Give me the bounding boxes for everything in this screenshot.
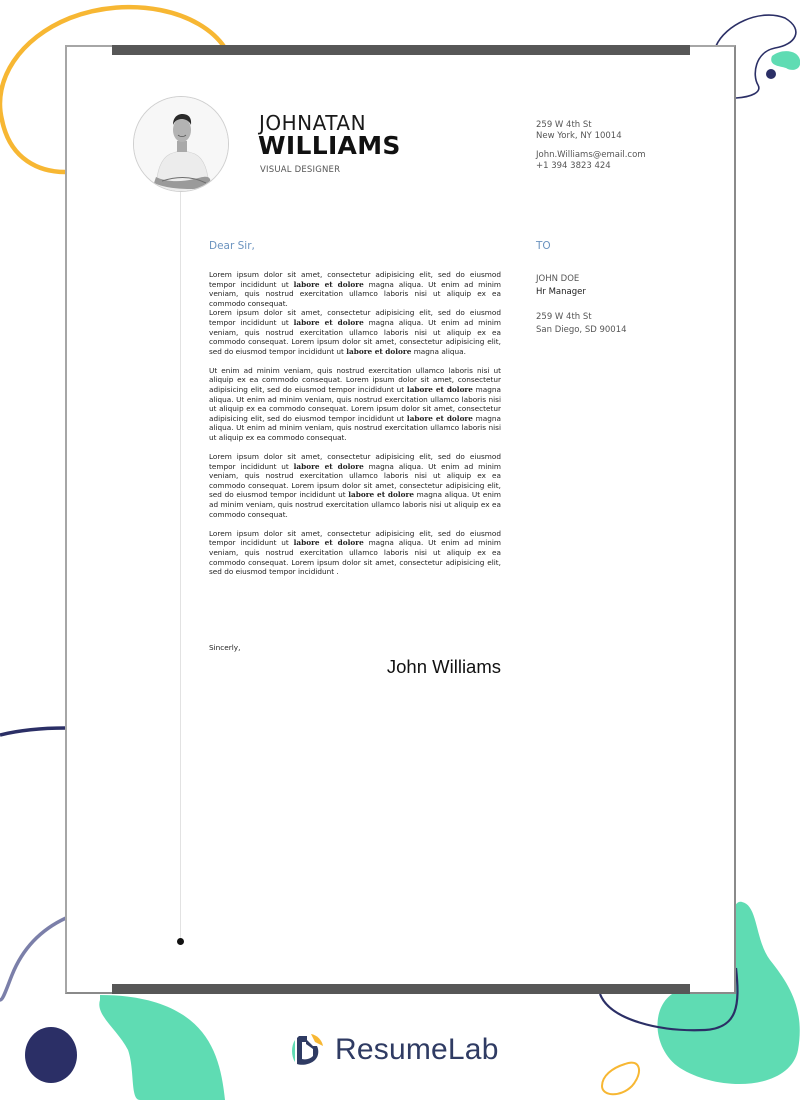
sender-street: 259 W 4th St (536, 120, 592, 130)
bottom-accent-bar (112, 984, 690, 994)
resumelab-logo-icon (289, 1032, 325, 1068)
navy-stroke-upper-decoration (0, 728, 66, 735)
body-text-run: Lorem ipsum dolor sit amet, consectetur adipisicing elit, sed do eiusmod tempor incididunt ut (209, 452, 501, 471)
navy-dot-decoration (766, 69, 776, 79)
avatar (133, 96, 229, 192)
first-name: JOHNATAN (259, 111, 367, 135)
body-text-run: Lorem ipsum dolor sit amet, consectetur adipisicing elit, sed do eiusmod tempor incididunt ut (209, 270, 501, 289)
emphasis-text: labore et dolore (406, 385, 473, 395)
body-text-run: Ut enim ad minim veniam, quis nostrud exercitation ullamco laboris nisi ut aliquip ex ea commodo consequat. Lorem ipsum dolor sit amet, consectetur adipisicing elit, sed do eiusmod tempor incididunt ut (209, 365, 501, 395)
portrait-photo-icon (134, 97, 229, 192)
paragraph (209, 270, 501, 308)
timeline-end-dot (177, 938, 184, 945)
mint-blob-small-decoration (771, 51, 800, 70)
emphasis-text: labore et dolore (293, 279, 364, 289)
body-text-run: magna aliqua. Ut enim ad minim veniam, quis nostrud exercitation ullamco laboris nisi ut aliquip ex ea commodo consequat. Lorem ipsum dolor sit amet, consectetur adipisicing elit, sed do eiusmod tempor incididunt ut (209, 385, 501, 423)
salutation: Dear Sir, (209, 240, 255, 252)
mint-blob-left-decoration (99, 995, 225, 1100)
cover-letter-page (65, 45, 736, 994)
recipient-role: Hr Manager (536, 286, 586, 297)
body-text-run: magna aliqua. Ut enim ad minim veniam, quis nostrud exercitation ullamco laboris nisi ut aliquip ex ea commodo consequat. (209, 413, 501, 442)
recipient-name: JOHN DOE (536, 274, 580, 284)
paragraph (209, 452, 501, 519)
recipient-block (536, 273, 627, 336)
recipient-label: TO (536, 240, 551, 252)
letter-body (209, 270, 501, 586)
body-text-run: magna aliqua. Ut enim ad minim veniam, quis nostrud exercitation ullamco laboris nisi ut aliquip ex ea commodo consequat. Lorem ipsum dolor sit amet, consectetur adipisicing elit, sed do eiusmod tempor incididunt ut (209, 317, 501, 356)
resumelab-wordmark (335, 1033, 499, 1067)
emphasis-text: labore et dolore (293, 317, 364, 327)
yellow-ring-decoration (602, 1063, 639, 1095)
job-title: VISUAL DESIGNER (260, 165, 341, 175)
signature: John Williams (386, 656, 501, 677)
paragraph (209, 308, 501, 356)
closing-line: Sincerly, (209, 643, 241, 652)
sender-city: New York, NY 10014 (536, 131, 622, 141)
top-accent-bar (112, 45, 690, 55)
navy-circle-decoration (25, 1027, 77, 1083)
body-text-run: Lorem ipsum dolor sit amet, consectetur adipisicing elit, sed do eiusmod tempor incididunt ut (209, 528, 501, 548)
emphasis-text: labore et dolore (293, 461, 364, 471)
body-text-run: magna aliqua. (411, 346, 466, 356)
recipient-street: 259 W 4th St (536, 312, 592, 322)
vertical-timeline-line (180, 190, 181, 940)
emphasis-text: labore et dolore (293, 538, 364, 548)
body-text-run: magna aliqua. Ut enim ad minim veniam, quis nostrud exercitation ullamco laboris nisi ut aliquip ex ea commodo consequat. Lorem ipsum dolor sit amet, consectetur adipisicing elit, sed do eiusmod tempor incididunt ut (209, 461, 501, 500)
navy-stroke-lower-decoration (0, 918, 66, 1000)
brand-name-light: Lab (447, 1033, 499, 1066)
body-text-run: Lorem ipsum dolor sit amet, consectetur adipisicing elit, sed do eiusmod tempor incididunt ut (209, 308, 501, 327)
emphasis-text: labore et dolore (348, 490, 415, 500)
last-name: WILLIAMS (258, 131, 401, 160)
resumelab-brand (289, 1030, 499, 1070)
brand-name-bold: Resume (335, 1033, 448, 1066)
body-text-run: magna aliqua. Ut enim ad minim veniam, quis nostrud exercitation ullamco laboris nisi ut aliquip ex ea commodo consequat. (209, 279, 501, 308)
emphasis-text: labore et dolore (406, 413, 473, 423)
paragraph (209, 529, 501, 577)
recipient-city: San Diego, SD 90014 (536, 324, 627, 335)
emphasis-text: labore et dolore (346, 346, 412, 356)
body-text-run: magna aliqua. Ut enim ad minim veniam, quis nostrud exercitation ullamco laboris nisi ut aliquip ex ea commodo consequat. Lorem ipsum dolor sit amet, consectetur adipisicing elit, sed do eiusmod tempor incididunt . (209, 538, 501, 577)
body-text-run: magna aliqua. Ut enim ad minim veniam, quis nostrud exercitation ullamco laboris nisi ut aliquip ex ea commodo consequat. (209, 490, 501, 519)
sender-contact-block (536, 120, 646, 172)
sender-email: John.Williams@email.com (536, 150, 646, 160)
sender-phone: +1 394 3823 424 (536, 161, 611, 171)
paragraph (209, 366, 501, 443)
